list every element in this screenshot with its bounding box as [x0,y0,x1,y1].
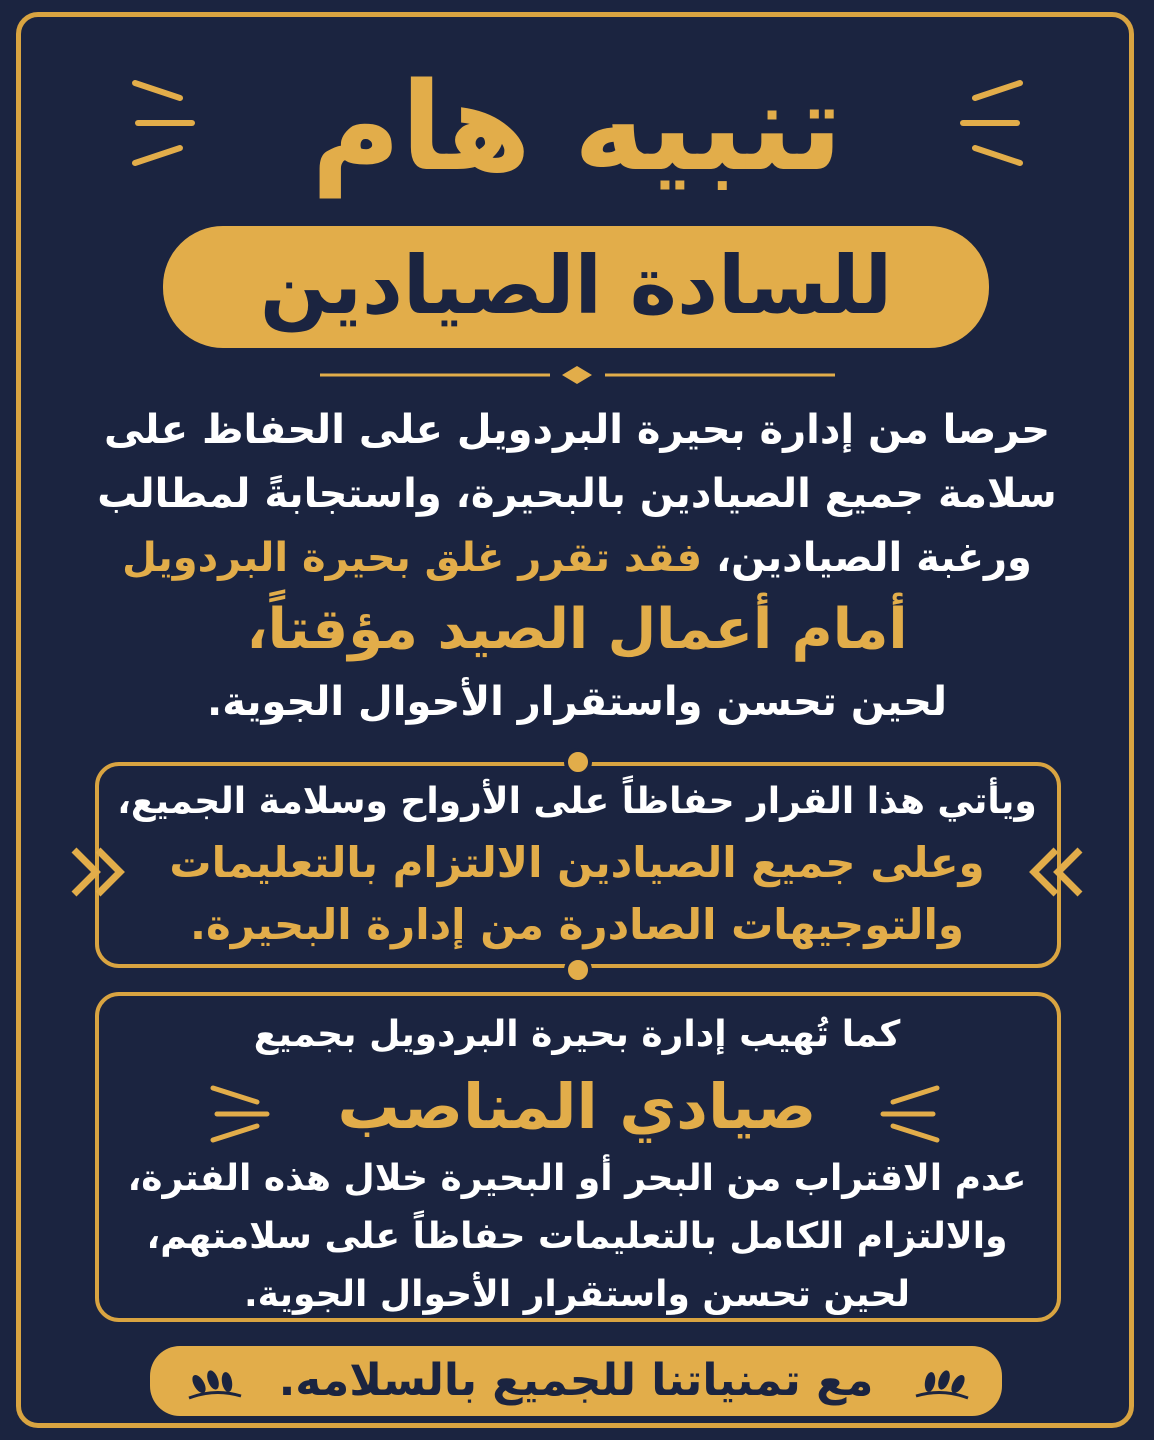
appeal-line-1: كما تُهيب إدارة بحيرة البردويل بجميع [253,1014,901,1055]
laurel-left-icon [185,1358,245,1404]
decision-line-1: ويأتي هذا القرار حفاظاً على الأرواح وسلامة الجميع، [117,781,1037,822]
page-title: تنبيه هام [311,56,843,198]
intro-line-3-plain: ورغبة الصيادين، [715,535,1032,581]
intro-line-2: سلامة جميع الصيادين بالبحيرة، واستجابةً لمطالب [97,471,1057,517]
decision-box-bottom-knot-icon [564,956,592,984]
intro-line-3-highlight: فقد تقرر غلق بحيرة البردويل [122,535,703,581]
section-appeal [60,1006,1094,1324]
laurel-right-icon [912,1358,972,1404]
section-decision [60,772,1094,956]
appeal-line-4: لحين تحسن واستقرار الأحوال الجوية. [244,1274,910,1315]
appeal-line-2: عدم الاقتراب من البحر أو البحيرة خلال هذه الفترة، [127,1158,1027,1199]
closure-headline: أمام أعمال الصيد مؤقتاً، [246,597,908,662]
subtitle-text: للسادة الصيادين [259,239,893,332]
footer-text: مع تمنياتنا للجميع بالسلامه. [278,1355,874,1406]
subtitle-banner [163,226,989,348]
decision-line-3: والتوجيهات الصادرة من إدارة البحيرة. [190,900,964,949]
appeal-line-3: والالتزام الكامل بالتعليمات حفاظاً على سلامتهم، [146,1216,1008,1257]
appeal-heading: صيادي المناصب [337,1070,817,1143]
intro-line-1: حرصا من إدارة بحيرة البردويل على الحفاظ على [103,407,1051,453]
footer-banner [150,1346,1002,1416]
section-intro [60,398,1094,734]
ornament-divider-icon [320,365,835,385]
decision-line-2: وعلى جميع الصيادين الالتزام بالتعليمات [169,838,985,887]
intro-line-3 [60,526,1094,590]
intro-line-5: لحين تحسن واستقرار الأحوال الجوية. [207,679,947,725]
